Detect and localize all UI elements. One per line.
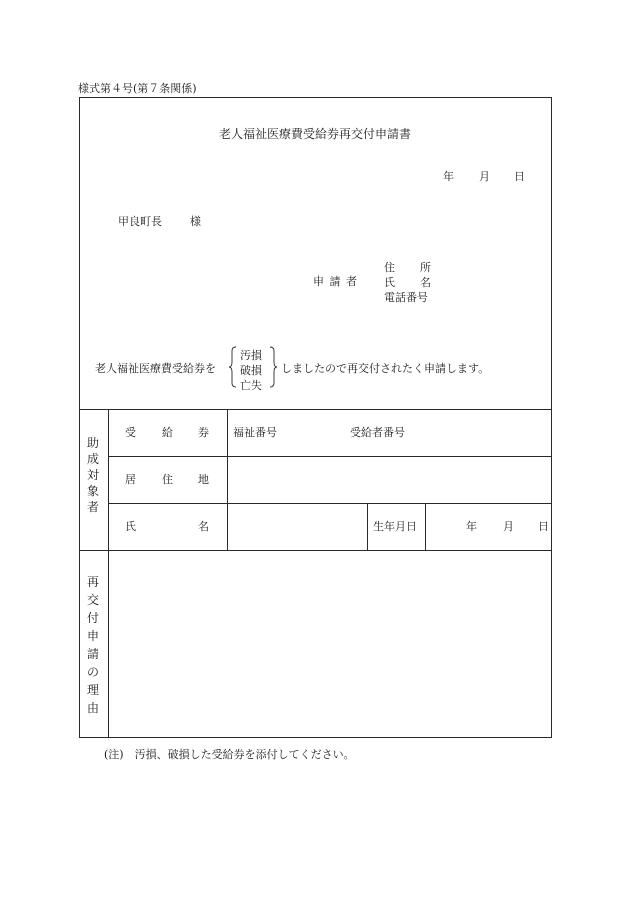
reason-heading-char: 申 <box>87 629 100 643</box>
form-number: 様式第４号(第７条関係) <box>78 82 197 95</box>
request-option-soiled: 汚損 <box>240 349 262 362</box>
welfare-number-label: 福祉番号 <box>233 426 277 439</box>
subject-heading-char: 対 <box>87 468 100 482</box>
birth-year-label: 年 <box>466 520 477 533</box>
subject-heading-char: 助 <box>87 436 100 450</box>
subject-heading-char: 象 <box>87 484 100 498</box>
date-year-label: 年 <box>443 170 454 183</box>
request-option-lost: 亡失 <box>240 379 262 392</box>
divider-row-2 <box>108 503 552 504</box>
divider-row-1 <box>108 456 552 457</box>
row-name-label-char-1: 氏 <box>125 520 136 533</box>
reason-heading-char: の <box>87 665 100 679</box>
reason-heading-char: 付 <box>87 611 100 625</box>
recipient-number-label: 受給者番号 <box>350 426 405 439</box>
applicant-address-label-a: 住 <box>384 261 395 274</box>
reason-heading-char: 請 <box>87 647 100 661</box>
birth-date-label: 生年月日 <box>373 520 417 533</box>
attachment-note: (注) 汚損、破損した受給券を添付してください。 <box>104 748 355 761</box>
reason-heading-char: 理 <box>87 683 100 697</box>
reason-heading-char: 再 <box>87 575 100 589</box>
form-frame <box>79 97 552 738</box>
request-prefix: 老人福祉医療費受給券を <box>95 362 216 375</box>
row-card-label-char-1: 受 <box>125 426 136 439</box>
divider-top-section <box>79 409 552 410</box>
row-card-label-char-2: 給 <box>162 426 173 439</box>
row-card-label-char-3: 券 <box>198 426 209 439</box>
divider-label-column <box>227 409 228 550</box>
reason-heading-char: 由 <box>87 701 100 715</box>
request-suffix: しましたので再交付されたく申請します。 <box>281 362 490 375</box>
row-residence-label-char-3: 地 <box>198 473 209 486</box>
addressee-honorific: 様 <box>190 215 201 228</box>
reason-heading-char: 交 <box>87 593 100 607</box>
subject-section-heading <box>87 437 99 513</box>
request-option-damaged: 破損 <box>240 364 262 377</box>
divider-reason-section <box>79 550 552 551</box>
applicant-phone-label: 電話番号 <box>384 291 428 304</box>
form-title: 老人福祉医療費受給券再交付申請書 <box>218 127 411 141</box>
applicant-name-label-b: 名 <box>420 276 431 289</box>
birth-month-label: 月 <box>503 520 514 533</box>
request-options <box>240 348 262 393</box>
date-day-label: 日 <box>514 170 525 183</box>
addressee-name: 甲良町長 <box>118 215 162 228</box>
applicant-address-label-b: 所 <box>420 261 431 274</box>
date-month-label: 月 <box>479 170 490 183</box>
divider-birth-label-right <box>425 503 426 550</box>
row-name-label-char-2: 名 <box>198 520 209 533</box>
reason-section-heading <box>87 576 99 714</box>
row-residence-label-char-1: 居 <box>125 473 136 486</box>
birth-day-label: 日 <box>538 520 549 533</box>
subject-heading-char: 者 <box>87 500 100 514</box>
subject-heading-char: 成 <box>87 452 100 466</box>
applicant-name-label-a: 氏 <box>384 276 395 289</box>
row-residence-label-char-2: 住 <box>162 473 173 486</box>
applicant-label: 申 請 者 <box>313 275 358 288</box>
divider-birth-label-left <box>367 503 368 550</box>
divider-heading-column <box>108 409 109 738</box>
